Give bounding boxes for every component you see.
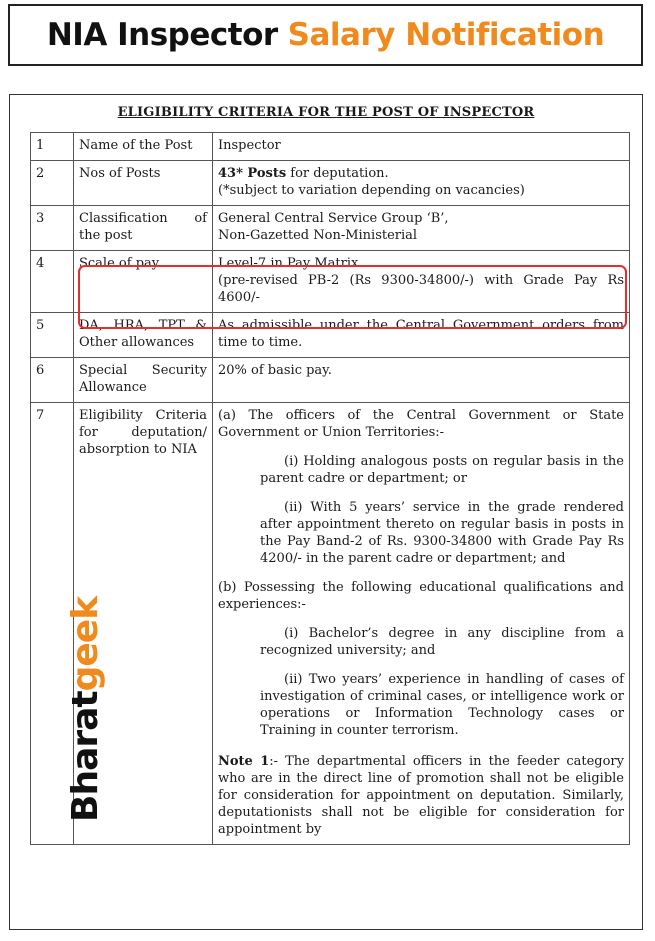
- note-text: :- The departmental officers in the feeder category who are in the direct line of promotion shall not be eligible for consideration for appointment on deputation. Similarly, deputationists shall not be eligible for consideration for appointment by: [218, 754, 624, 837]
- row-label: Classification of the post: [74, 206, 213, 251]
- row-label: Name of the Post: [74, 133, 213, 161]
- watermark-part1: Bharat: [65, 691, 106, 822]
- table-row: [31, 161, 630, 206]
- row-value: Inspector: [213, 133, 630, 161]
- row-label: Nos of Posts: [74, 161, 213, 206]
- watermark-logo: [65, 597, 106, 822]
- note-label: Note 1: [218, 754, 270, 769]
- posts-note: (*subject to variation depending on vacancies): [218, 183, 525, 198]
- banner-title-part2: Salary Notification: [287, 17, 605, 53]
- posts-text: for deputation.: [286, 166, 389, 181]
- criteria-a-i: (i) Holding analogous posts on regular basis in the parent cadre or department; or: [260, 454, 624, 486]
- table-row: [31, 206, 630, 251]
- criteria-a-ii: (ii) With 5 years’ service in the grade rendered after appointment thereto on regular basis in posts in the Pay Band-2 of Rs. 9300-34800 with Grade Pay Rs 4200/- in the parent cadre or department; and: [260, 500, 624, 566]
- table-row: [31, 313, 630, 358]
- table-row: [31, 403, 630, 845]
- row-value: [213, 206, 630, 251]
- eligibility-table: [30, 132, 630, 845]
- table-row: [31, 358, 630, 403]
- table-row: [31, 251, 630, 313]
- classification-line1: General Central Service Group ‘B’,: [218, 211, 449, 226]
- row-value: [213, 161, 630, 206]
- row-label: Special Security Allowance: [74, 358, 213, 403]
- classification-line2: Non-Gazetted Non-Ministerial: [218, 228, 418, 243]
- criteria-b-ii: (ii) Two years’ experience in handling of cases of investigation of criminal cases, or intelligence work or operations or Information Technology cases or Training in counter terrorism.: [260, 672, 624, 738]
- criteria-b: (b) Possessing the following educational qualifications and experiences:-: [218, 580, 624, 612]
- table-row: [31, 133, 630, 161]
- pay-level: Level-7 in Pay Matrix: [218, 256, 359, 271]
- row-value: [213, 403, 630, 845]
- posts-count: 43* Posts: [218, 166, 287, 181]
- pay-band: (pre-revised PB-2 (Rs 9300-34800/-) with Grade Pay Rs 4600/-: [218, 273, 624, 305]
- row-number: 7: [31, 403, 74, 845]
- note-1: [218, 753, 624, 838]
- row-number: 5: [31, 313, 74, 358]
- row-label: DA, HRA, TPT & Other allowances: [74, 313, 213, 358]
- row-value: As admissible under the Central Government orders from time to time.: [213, 313, 630, 358]
- row-value: [213, 251, 630, 313]
- banner-title: [8, 4, 643, 66]
- row-number: 6: [31, 358, 74, 403]
- row-number: 3: [31, 206, 74, 251]
- row-label: Scale of pay: [74, 251, 213, 313]
- row-number: 1: [31, 133, 74, 161]
- row-number: 2: [31, 161, 74, 206]
- row-number: 4: [31, 251, 74, 313]
- criteria-b-i: (i) Bachelor’s degree in any discipline from a recognized university; and: [260, 626, 624, 658]
- criteria-a: (a) The officers of the Central Government or State Government or Union Territories:-: [218, 408, 624, 440]
- watermark-part2: geek: [65, 596, 106, 692]
- row-value: 20% of basic pay.: [213, 358, 630, 403]
- banner-title-part1: NIA Inspector: [46, 17, 278, 53]
- document-heading: ELIGIBILITY CRITERIA FOR THE POST OF INSPECTOR: [117, 105, 535, 120]
- row-label: Eligibility Criteria for deputation/ absorption to NIA: [74, 403, 213, 845]
